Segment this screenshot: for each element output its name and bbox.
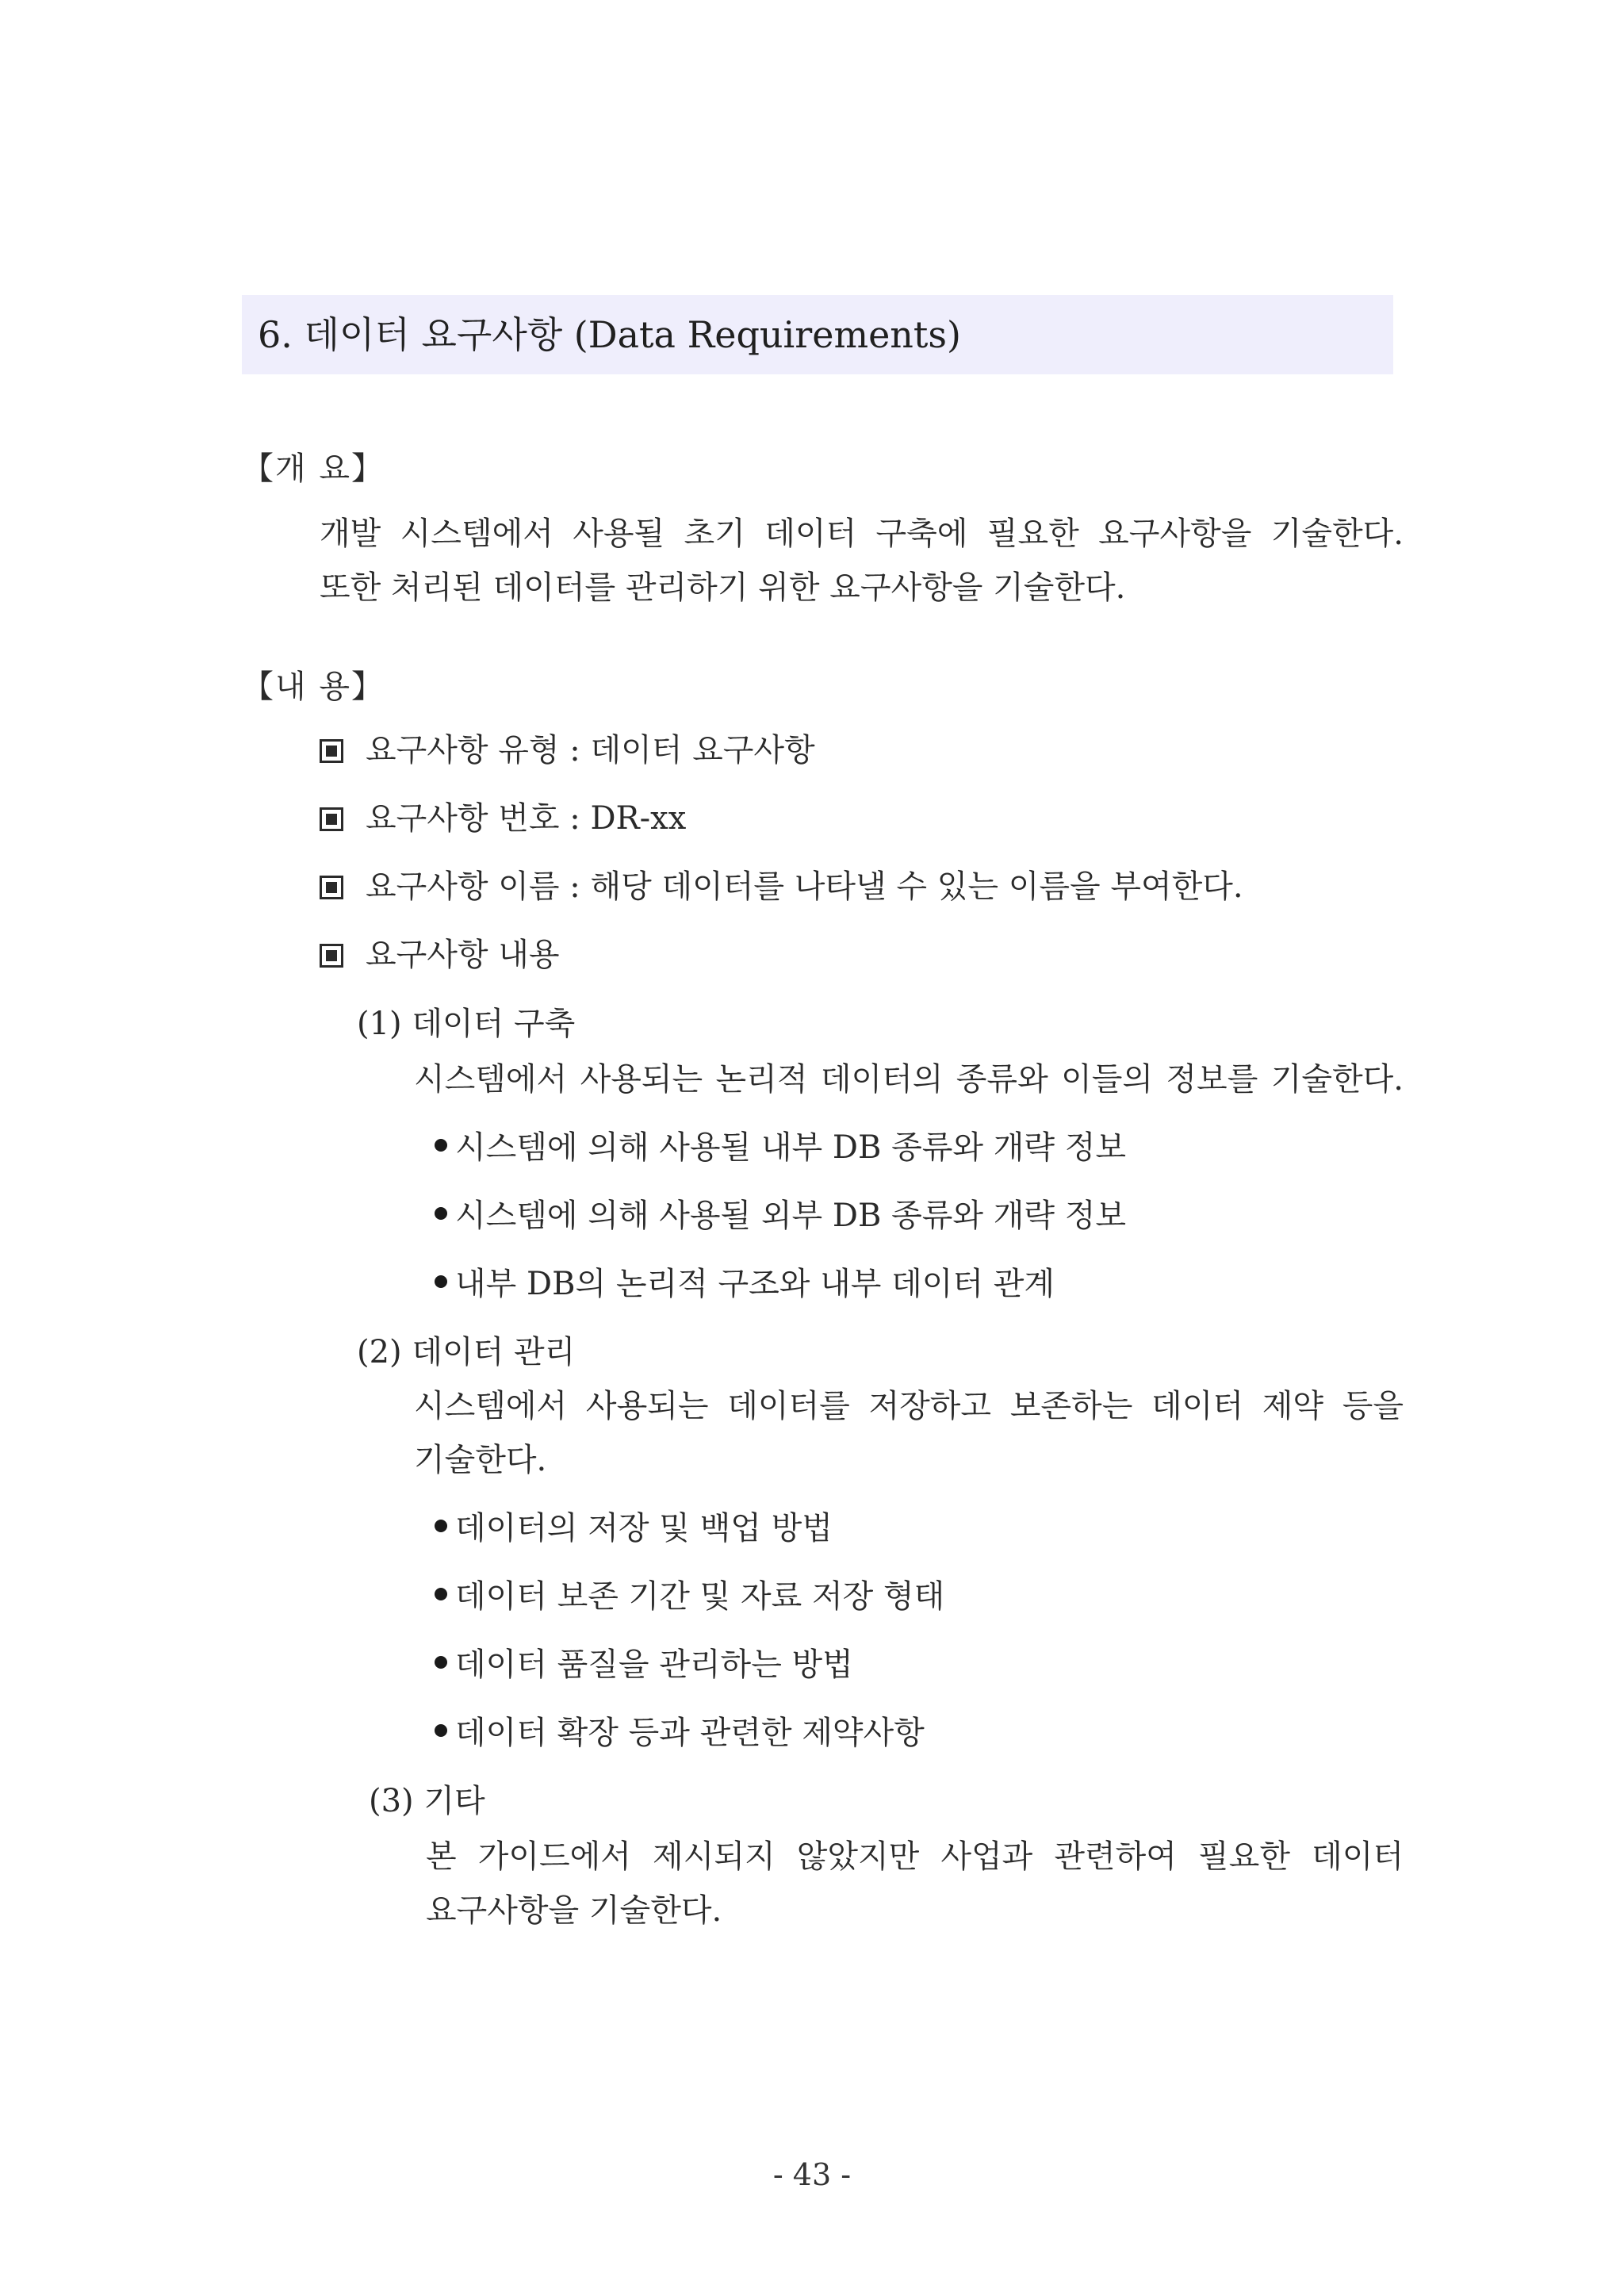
subsection-desc: 기술한다.	[414, 1442, 547, 1478]
section-title: 6. 데이터 요구사항 (Data Requirements)	[258, 313, 961, 356]
bullet-dot-icon	[435, 1724, 447, 1737]
list-item	[435, 1574, 944, 1619]
list-item	[435, 1642, 853, 1687]
content-item-text: 요구사항 유형 : 데이터 요구사항	[366, 732, 815, 769]
bullet-dot-icon	[435, 1275, 447, 1288]
subsection-heading: (1) 데이터 구축	[357, 1006, 576, 1042]
list-item	[435, 1262, 1055, 1306]
content-item	[320, 796, 686, 841]
square-bullet-icon	[320, 944, 343, 968]
list-item	[435, 1194, 1126, 1238]
content-label: 【내 용】	[242, 669, 385, 705]
overview-label: 【개 요】	[242, 450, 385, 487]
content-item-text: 요구사항 이름 : 해당 데이터를 나타낼 수 있는 이름을 부여한다.	[366, 868, 1243, 905]
content-item-text: 요구사항 내용	[366, 937, 560, 973]
section-title-band	[242, 295, 1393, 374]
square-bullet-icon	[320, 876, 343, 899]
list-item-text: 내부 DB의 논리적 구조와 내부 데이터 관계	[455, 1266, 1055, 1302]
overview-line-2: 또한 처리된 데이터를 관리하기 위한 요구사항을 기술한다.	[320, 569, 1126, 606]
list-item-text: 데이터 확장 등과 관련한 제약사항	[455, 1715, 925, 1751]
subsection-desc: 시스템에서 사용되는 데이터를 저장하고 보존하는 데이터 제약 등을	[414, 1388, 1404, 1424]
subsection-desc: 본 가이드에서 제시되지 않았지만 사업과 관련하여 필요한 데이터	[426, 1838, 1404, 1875]
page-number: - 43 -	[772, 2157, 852, 2192]
list-item-text: 시스템에 의해 사용될 내부 DB 종류와 개략 정보	[455, 1129, 1126, 1166]
subsection-desc: 요구사항을 기술한다.	[426, 1892, 722, 1929]
bullet-dot-icon	[435, 1588, 447, 1600]
bullet-dot-icon	[435, 1207, 447, 1220]
list-item	[435, 1711, 925, 1755]
list-item	[435, 1125, 1126, 1170]
subsection-heading: (3) 기타	[369, 1783, 485, 1819]
list-item	[435, 1506, 833, 1550]
content-item-text: 요구사항 번호 : DR-xx	[366, 800, 687, 837]
content-item	[320, 728, 815, 772]
content-item	[320, 933, 560, 977]
list-item-text: 시스템에 의해 사용될 외부 DB 종류와 개략 정보	[455, 1198, 1126, 1234]
subsection-desc: 시스템에서 사용되는 논리적 데이터의 종류와 이들의 정보를 기술한다.	[414, 1061, 1404, 1098]
bullet-dot-icon	[435, 1139, 447, 1152]
square-bullet-icon	[320, 739, 343, 763]
list-item-text: 데이터 품질을 관리하는 방법	[455, 1646, 853, 1683]
list-item-text: 데이터의 저장 및 백업 방법	[455, 1510, 833, 1547]
overview-line-1: 개발 시스템에서 사용될 초기 데이터 구축에 필요한 요구사항을 기술한다.	[320, 516, 1404, 552]
list-item-text: 데이터 보존 기간 및 자료 저장 형태	[455, 1578, 945, 1615]
subsection-heading: (2) 데이터 관리	[357, 1334, 576, 1370]
content-item	[320, 864, 1243, 909]
bullet-dot-icon	[435, 1520, 447, 1532]
square-bullet-icon	[320, 807, 343, 831]
bullet-dot-icon	[435, 1656, 447, 1669]
